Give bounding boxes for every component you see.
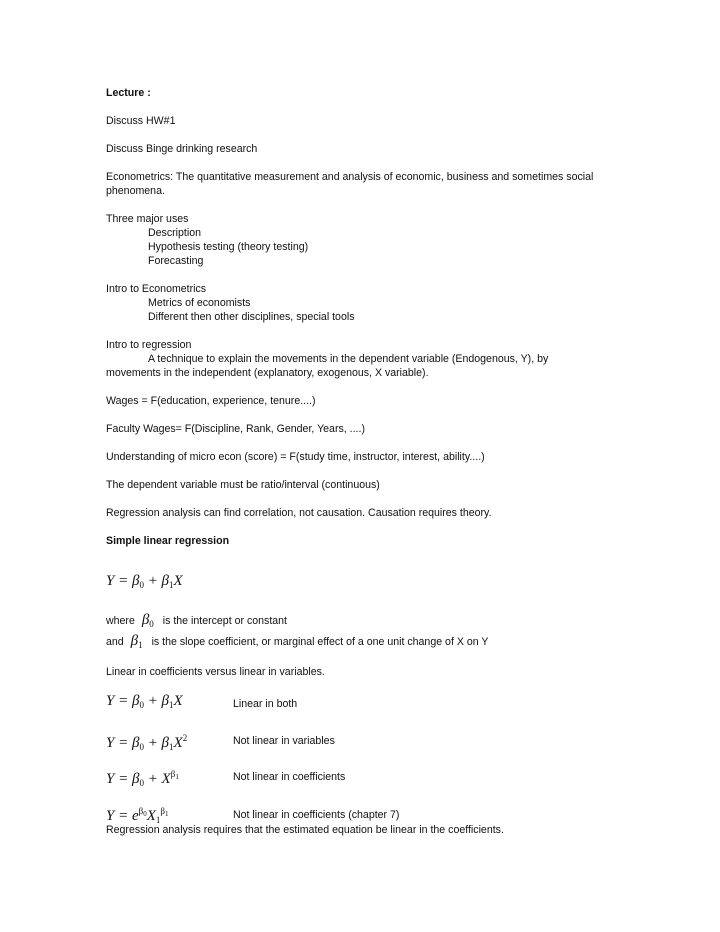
econometrics-definition-line-1: Econometrics: The quantitative measurement and analysis of economic, business and sometimes social (106, 171, 594, 183)
beta1-description: is the slope coefficient, or marginal effect of a one unit change of X on Y (151, 636, 489, 648)
and-line (106, 634, 488, 652)
linear-vs-line: Linear in coefficients versus linear in variables. (106, 666, 325, 678)
equation-not-linear-coefficients-desc: Not linear in coefficients (233, 771, 346, 783)
equation-exponential: $Y = e^{\beta_0}X_1^{\beta_1}$ (106, 806, 169, 825)
equation-not-linear-coefficients: $Y = \beta_0 + X^{\beta_1}$ (106, 769, 179, 788)
micro-econ-line: Understanding of micro econ (score) = F(study time, instructor, interest, ability....) (106, 451, 485, 463)
econometrics-definition-line-2: phenomena. (106, 185, 165, 197)
equation-exponential-desc: Not linear in coefficients (chapter 7) (233, 809, 400, 821)
intro-econometrics-item: Different then other disciplines, special tools (148, 311, 355, 323)
equation-not-linear-variables-desc: Not linear in variables (233, 735, 335, 747)
lecture-heading: Lecture : (106, 87, 151, 99)
where-label: where (106, 615, 135, 627)
and-label: and (106, 636, 124, 648)
wages-line: Wages = F(education, experience, tenure....) (106, 395, 316, 407)
uses-title: Three major uses (106, 213, 189, 225)
intro-regression-line-1: A technique to explain the movements in the dependent variable (Endogenous, Y), by (148, 353, 549, 365)
where-line (106, 613, 287, 631)
use-item: Forecasting (148, 255, 204, 267)
intro-econometrics-title: Intro to Econometrics (106, 283, 207, 295)
beta0-description: is the intercept or constant (162, 615, 287, 627)
use-item: Hypothesis testing (theory testing) (148, 241, 309, 253)
causation-line: Regression analysis can find correlation, not causation. Causation requires theory. (106, 507, 492, 519)
slr-heading: Simple linear regression (106, 535, 230, 547)
equation-linear-both-desc: Linear in both (233, 698, 298, 710)
intro-regression-title: Intro to regression (106, 339, 192, 351)
equation-linear-both: $Y = \beta_0 + \beta_1X$ (106, 693, 183, 710)
intro-econometrics-item: Metrics of economists (148, 297, 251, 309)
intro-regression-line-2: movements in the independent (explanatory, exogenous, X variable). (106, 367, 429, 379)
beta1-symbol: $\beta_1$ (130, 633, 143, 650)
binge-line: Discuss Binge drinking research (106, 143, 258, 155)
hw-line: Discuss HW#1 (106, 115, 176, 127)
document-body (106, 86, 616, 548)
requires-line: Regression analysis requires that the estimated equation be linear in the coefficients. (106, 824, 504, 836)
faculty-wages-line: Faculty Wages= F(Discipline, Rank, Gender, Years, ....) (106, 423, 365, 435)
equation-not-linear-variables: $Y = \beta_0 + \beta_1X^2$ (106, 733, 188, 752)
beta0-symbol: $\beta_0$ (141, 612, 154, 629)
dependent-variable-line: The dependent variable must be ratio/interval (continuous) (106, 479, 380, 491)
equation-slr: $Y = \beta_0 + \beta_1X$ (106, 573, 183, 590)
use-item: Description (148, 227, 201, 239)
